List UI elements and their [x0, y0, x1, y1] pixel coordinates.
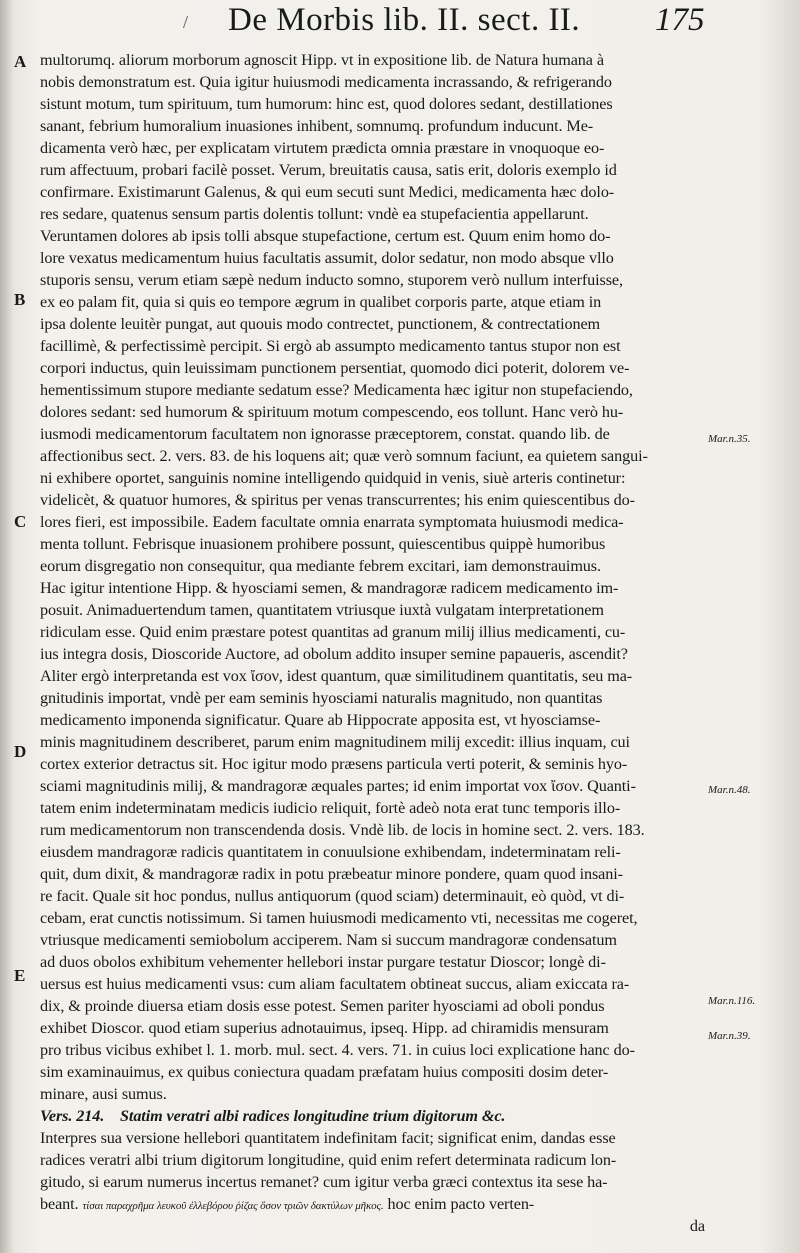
text-line: ex eo palam fit, quia si quis eo tempore ægrum in qualibet corporis parte, atque etiam in: [40, 293, 602, 311]
text-line: vtriusque medicamenti semiobolum acciperem. Nam si succum mandragoræ condensatum: [40, 931, 617, 949]
text-line: lore vexatus medicamentum huius facultatis assumit, dolor sedatur, non modo absque vllo: [40, 249, 614, 267]
text-line: lores fieri, est impossibile. Eadem facultate omnia enarrata symptomata huiusmodi medica-: [40, 513, 624, 531]
verse-label: Vers. 214.: [40, 1107, 105, 1125]
text-line: minis magnitudinem describeret, parum enim magnitudinem milij excedit: illius inquam, cui: [40, 733, 630, 751]
text-line: rum affectuum, probari facilè posset. Verum, breuitatis causa, satis erit, doloris exemplo id: [40, 161, 617, 179]
text-line: Interpres sua versione hellebori quantitatem indefinitam facit; significat enim, dandas esse: [40, 1129, 616, 1147]
text-line: confirmare. Existimarunt Galenus, & qui eum secuti sunt Medici, medicamenta hæc dolo-: [40, 183, 615, 201]
text-line: res sedare, quatenus sensum partis dolentis tollunt: vndè ea stupefacientia appellarunt.: [40, 205, 589, 223]
text-line: sciami magnitudinis milij, & mandragoræ æquales partes; id enim importat vox ἴσον. Quanti-: [40, 777, 636, 795]
margin-letter-e: E: [14, 966, 26, 985]
running-title: De Morbis lib. II. sect. II.: [228, 2, 581, 38]
margin-letter-c: C: [14, 512, 27, 531]
text-line: Veruntamen dolores ab ipsis tolli absque stupefactione, certum est. Quum enim homo do-: [40, 227, 611, 245]
text-line-with-greek: [40, 1193, 705, 1215]
text-line: re facit. Quale sit hoc pondus, nullus antiquorum (quod sciam) determinauit, eò quòd, vt di-: [40, 887, 625, 905]
text-line: quit, dum dixit, & mandragoræ radix in potu præbeatur minore pondere, quam quod insani-: [40, 865, 623, 883]
text-line: posuit. Animaduertendum tamen, quantitatem vtriusque iuxtà vulgatam interpretationem: [40, 601, 604, 619]
line-start: beant.: [40, 1195, 79, 1213]
text-line: tatem enim indeterminatam medicis iudicio reliquit, fortè adeò nota erat tunc temporis illo-: [40, 799, 621, 817]
line-end: hoc enim pacto verten-: [387, 1195, 535, 1213]
page-header: [0, 0, 800, 44]
text-line: Aliter ergò interpretanda est vox ἴσον, idest quantum, quæ similitudinem quantitatis, seu ma-: [40, 667, 633, 685]
text-line: dicamenta verò hæc, per explicatam virtutem prædicta omnia præstare in vnoquoque eo-: [40, 139, 605, 157]
text-line: minare, ausi sumus.: [40, 1085, 167, 1103]
text-line: corpori inductus, quin leuissimam punctionem persentiat, quomodo dici poterit, dolorem ve-: [40, 359, 630, 377]
text-line: nobis demonstratum est. Quia igitur huiusmodi medicamenta incrassando, & refrigerando: [40, 73, 612, 91]
margin-note: Mar.n.35.: [708, 433, 751, 445]
margin-letter-a: A: [14, 52, 27, 71]
text-line: ridiculam esse. Quid enim præstare potest quantitas ad granum milij illius medicamenti, cu-: [40, 623, 626, 641]
body-text: [40, 49, 705, 1237]
verse-heading: [40, 1105, 705, 1127]
text-line: facillimè, & perfectissimè percipit. Si ergò ab assumpto medicamento tantus stupor non est: [40, 337, 621, 355]
greek-phrase: τίσαι παραχρῆμα λευκοῦ ἐλλεβόρου ῥίζας ὅσον τριῶν δακτύλων μῆκος.: [82, 1200, 384, 1212]
verse-quote: Statim veratri albi radices longitudine trium digitorum &c.: [120, 1107, 506, 1125]
text-line: eorum disgregatio non consequitur, qua mediante febrem excitari, iam demonstrauimus.: [40, 557, 601, 575]
text-line: cortex exterior detractus sit. Hoc igitur modo præsens particula verti poterit, & seminis hyo-: [40, 755, 628, 773]
text-line: sanant, febrium humoralium inuasiones inhibent, somnumq. profundum inducunt. Me-: [40, 117, 594, 135]
text-line: Hac igitur intentione Hipp. & hyosciami semen, & mandragoræ radicem medicamento im-: [40, 579, 619, 597]
text-line: pro tribus vicibus exhibet l. 1. morb. mul. sect. 4. vers. 71. in cuius loci explicatione hanc do-: [40, 1041, 635, 1059]
text-line: ipsa dolente leuitèr pungat, aut quouis modo contrectet, punctionem, & contrectationem: [40, 315, 601, 333]
text-line: affectionibus sect. 2. vers. 83. de his loquens ait; quæ verò somnum faciunt, ea quietem sangui-: [40, 447, 648, 465]
text-line: gnitudinis importat, vndè per eam seminis hyosciami naturalis magnitudo, non quantitas: [40, 689, 603, 707]
text-line: uersus est huius medicamenti vsus: cum aliam facultatem obtineat succus, aliam exiccata ra-: [40, 975, 630, 993]
text-line: dix, & proinde diuersa etiam dosis esse potest. Semen pariter hyosciami ad oboli pondus: [40, 997, 605, 1015]
text-line: menta tollunt. Febrisque inuasionem prohibere possunt, quiescentibus quippè humoribus: [40, 535, 606, 553]
text-line: ius integra dosis, Dioscoride Auctore, ad obolum addito insuper semine papaueris, ascendit?: [40, 645, 628, 663]
margin-note: Mar.n.116.: [708, 995, 756, 1007]
catchword: da: [689, 1217, 705, 1235]
text-line: cebam, erat cunctis notissimum. Si tamen huiusmodi medicamento vti, necessitas me cogeret,: [40, 909, 638, 927]
margin-note: Mar.n.39.: [708, 1030, 751, 1042]
text-line: eiusdem mandragoræ radicis quantitatem in conuulsione exhibendam, indeterminatam reli-: [40, 843, 621, 861]
text-line: radices veratri albi trium digitorum longitudine, quid enim refert determinata radicum lon-: [40, 1151, 617, 1169]
text-line: stuporis sensu, verum etiam sæpè nedum inducto somno, stuporem verò nullum interfuisse,: [40, 271, 623, 289]
text-line: sistunt motum, tum spirituum, tum humorum: hinc est, quod dolores sedant, destillationes: [40, 95, 613, 113]
text-line: medicamento imponenda significatur. Quare ab Hippocrate apposita est, vt hyosciamse-: [40, 711, 601, 729]
margin-letter-d: D: [14, 742, 27, 761]
text-line: dolores sedant: sed humorum & spirituum motum compescendo, eos tollunt. Hanc verò hu-: [40, 403, 624, 421]
header-mark: /: [183, 12, 189, 32]
text-line: iusmodi medicamentorum facultatem non ignorasse præceptorem, constat. quando lib. de: [40, 425, 610, 443]
text-line: multorumq. aliorum morborum agnoscit Hipp. vt in expositione lib. de Natura humana à: [40, 51, 604, 69]
margin-note: Mar.n.48.: [708, 784, 751, 796]
text-line: sim examinauimus, ex quibus coniectura quadam præfatam huius compositi dosim deter-: [40, 1063, 609, 1081]
margin-letter-b: B: [14, 290, 26, 309]
page-number: 175: [655, 2, 705, 38]
text-line: ad duos obolos exhibitum vehementer hellebori instar purgare testatur Dioscor; longè di-: [40, 953, 606, 971]
text-line: rum medicamentorum non transcendenda dosis. Vndè lib. de locis in homine sect. 2. vers. 183.: [40, 821, 645, 839]
text-line: videlicèt, & quatuor humores, & spiritus per venas transcurrentes; his enim quiescentibus do-: [40, 491, 635, 509]
text-line: gitudo, si earum numerus incertus remanet? cum igitur verba græci contextus ita sese ha-: [40, 1173, 608, 1191]
text-line: ni exhibere oportet, sanguinis nomine intelligendo quidquid in venis, siuè arteris continetur:: [40, 469, 626, 487]
text-line: hementissimum stupore mediante sedatum esse? Medicamenta hæc igitur non stupefaciendo,: [40, 381, 633, 399]
text-line: exhibet Dioscor. quod etiam superius adnotauimus, ipseq. Hipp. ad chiramidis mensuram: [40, 1019, 609, 1037]
